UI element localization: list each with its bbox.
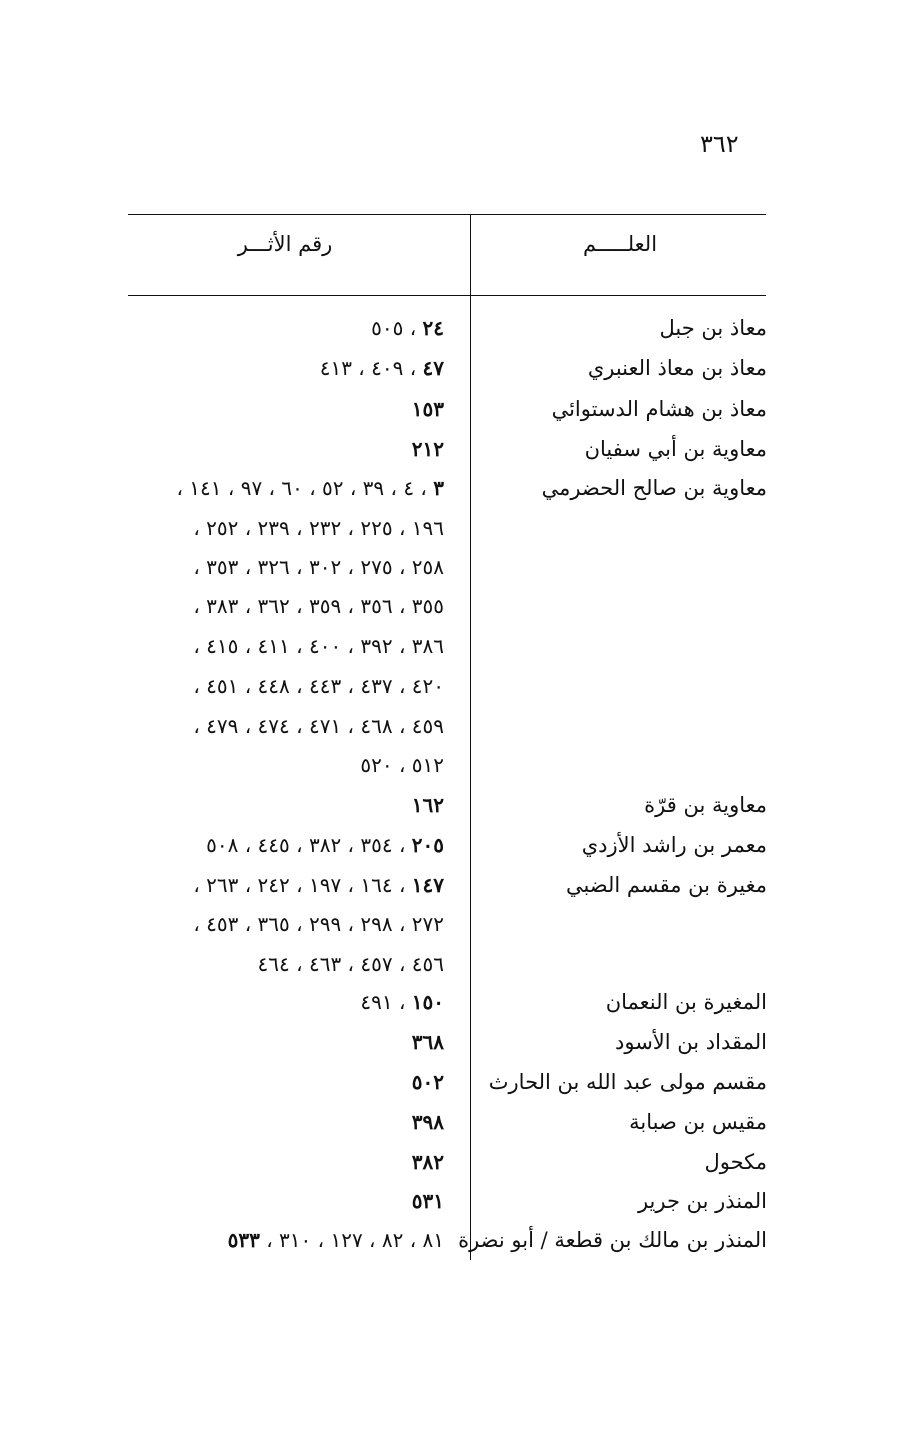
table-row [0, 793, 902, 833]
table-row [0, 714, 902, 754]
table-row [0, 1150, 902, 1190]
reference-numbers [94, 437, 444, 461]
other-references: ٥١٢ ، ٥٢٠ [360, 753, 444, 777]
table-row [0, 1030, 902, 1070]
reference-numbers [94, 476, 444, 500]
primary-reference: ٢٤ [422, 316, 444, 340]
table-row [0, 1070, 902, 1110]
primary-reference: ٢١٢ [411, 437, 444, 461]
other-references: ٢٥٨ ، ٢٧٥ ، ٣٠٢ ، ٣٢٦ ، ٣٥٣ ، [193, 555, 444, 579]
narrator-name: المنذر بن مالك بن قطعة / أبو نضرة [458, 1228, 767, 1252]
primary-reference: ١٥٣ [411, 397, 444, 421]
primary-reference: ٢٠٥ [411, 833, 444, 857]
narrator-name: معمر بن راشد الأزدي [581, 833, 767, 857]
reference-numbers [94, 1189, 444, 1213]
narrator-name: المغيرة بن النعمان [605, 990, 767, 1014]
reference-numbers [94, 793, 444, 817]
header-name: العلـــــم [582, 232, 658, 256]
narrator-name: مقيس بن صبابة [629, 1110, 767, 1134]
narrator-name: المنذر بن جرير [637, 1189, 767, 1213]
table-row [0, 476, 902, 516]
narrator-name: معاوية بن قرّة [644, 793, 767, 817]
primary-reference: ٥٠٢ [411, 1070, 444, 1094]
primary-reference: ٥٣١ [411, 1189, 444, 1213]
reference-numbers [94, 634, 444, 658]
other-references: ٣٨٦ ، ٣٩٢ ، ٤٠٠ ، ٤١١ ، ٤١٥ ، [193, 634, 444, 658]
primary-reference: ١٤٧ [411, 873, 444, 897]
primary-reference: ٣ [433, 476, 444, 500]
reference-numbers [94, 753, 444, 777]
table-row [0, 1189, 902, 1229]
primary-reference: ١٦٢ [411, 793, 444, 817]
narrator-name: مقسم مولى عبد الله بن الحارث [488, 1070, 767, 1094]
other-references: ٤٢٠ ، ٤٣٧ ، ٤٤٣ ، ٤٤٨ ، ٤٥١ ، [193, 674, 444, 698]
reference-numbers [94, 316, 444, 340]
reference-numbers [94, 990, 444, 1014]
primary-reference: ٣٦٨ [411, 1030, 444, 1054]
other-references: ، ٤ ، ٣٩ ، ٥٢ ، ٦٠ ، ٩٧ ، ١٤١ ، [176, 476, 434, 500]
other-references: ، ٥٠٥ [371, 316, 423, 340]
table-top-rule [128, 214, 766, 215]
table-row [0, 1228, 902, 1268]
other-references: ٣٥٥ ، ٣٥٦ ، ٣٥٩ ، ٣٦٢ ، ٣٨٣ ، [193, 594, 444, 618]
narrator-name: معاوية بن أبي سفيان [584, 437, 767, 461]
other-references: ، ١٦٤ ، ١٩٧ ، ٢٤٢ ، ٢٦٣ ، [193, 873, 412, 897]
header-bottom-rule [128, 295, 766, 296]
table-row [0, 952, 902, 992]
narrator-name: مغيرة بن مقسم الضبي [565, 873, 767, 897]
other-references: ، ٣٥٤ ، ٣٨٢ ، ٤٤٥ ، ٥٠٨ [206, 833, 412, 857]
narrator-name: معاذ بن جبل [659, 316, 767, 340]
other-references: ٤٥٦ ، ٤٥٧ ، ٤٦٣ ، ٤٦٤ [257, 952, 444, 976]
table-row [0, 316, 902, 356]
table-row [0, 833, 902, 873]
table-row [0, 873, 902, 913]
reference-numbers [94, 1150, 444, 1174]
reference-numbers [94, 833, 444, 857]
reference-numbers [94, 1110, 444, 1134]
other-references: ، ٤٠٩ ، ٤١٣ [319, 356, 423, 380]
table-row [0, 594, 902, 634]
reference-numbers [94, 912, 444, 936]
narrator-name: معاوية بن صالح الحضرمي [541, 476, 767, 500]
reference-numbers [94, 1070, 444, 1094]
reference-numbers [94, 1030, 444, 1054]
narrator-name: المقداد بن الأسود [615, 1030, 767, 1054]
page-number: ٣٦٢ [700, 130, 739, 158]
reference-numbers [94, 397, 444, 421]
narrator-name: معاذ بن هشام الدستوائي [551, 397, 767, 421]
table-row [0, 674, 902, 714]
reference-numbers [94, 714, 444, 738]
reference-numbers [94, 516, 444, 540]
primary-reference: ١٥٠ [411, 990, 444, 1014]
table-row [0, 356, 902, 396]
header-reference-number: رقم الأثـــر [237, 232, 333, 256]
reference-numbers [94, 952, 444, 976]
primary-reference: ٥٣٣ [227, 1228, 260, 1252]
table-row [0, 990, 902, 1030]
table-row [0, 555, 902, 595]
table-row [0, 753, 902, 793]
primary-reference: ٣٨٢ [411, 1150, 444, 1174]
other-references: ٨١ ، ٨٢ ، ١٢٧ ، ٣١٠ ، [259, 1228, 444, 1252]
table-row [0, 397, 902, 437]
table-row [0, 634, 902, 674]
other-references: ، ٤٩١ [360, 990, 412, 1014]
table-row [0, 516, 902, 556]
table-row [0, 437, 902, 477]
table-row [0, 1110, 902, 1150]
reference-numbers [94, 674, 444, 698]
reference-numbers [94, 356, 444, 380]
other-references: ٢٧٢ ، ٢٩٨ ، ٢٩٩ ، ٣٦٥ ، ٤٥٣ ، [193, 912, 444, 936]
reference-numbers [94, 1228, 444, 1252]
primary-reference: ٤٧ [422, 356, 444, 380]
other-references: ٤٥٩ ، ٤٦٨ ، ٤٧١ ، ٤٧٤ ، ٤٧٩ ، [193, 714, 444, 738]
reference-numbers [94, 594, 444, 618]
narrator-name: معاذ بن معاذ العنبري [587, 356, 767, 380]
table-row [0, 912, 902, 952]
primary-reference: ٣٩٨ [411, 1110, 444, 1134]
reference-numbers [94, 873, 444, 897]
other-references: ١٩٦ ، ٢٢٥ ، ٢٣٢ ، ٢٣٩ ، ٢٥٢ ، [193, 516, 444, 540]
reference-numbers [94, 555, 444, 579]
narrator-name: مكحول [704, 1150, 767, 1174]
